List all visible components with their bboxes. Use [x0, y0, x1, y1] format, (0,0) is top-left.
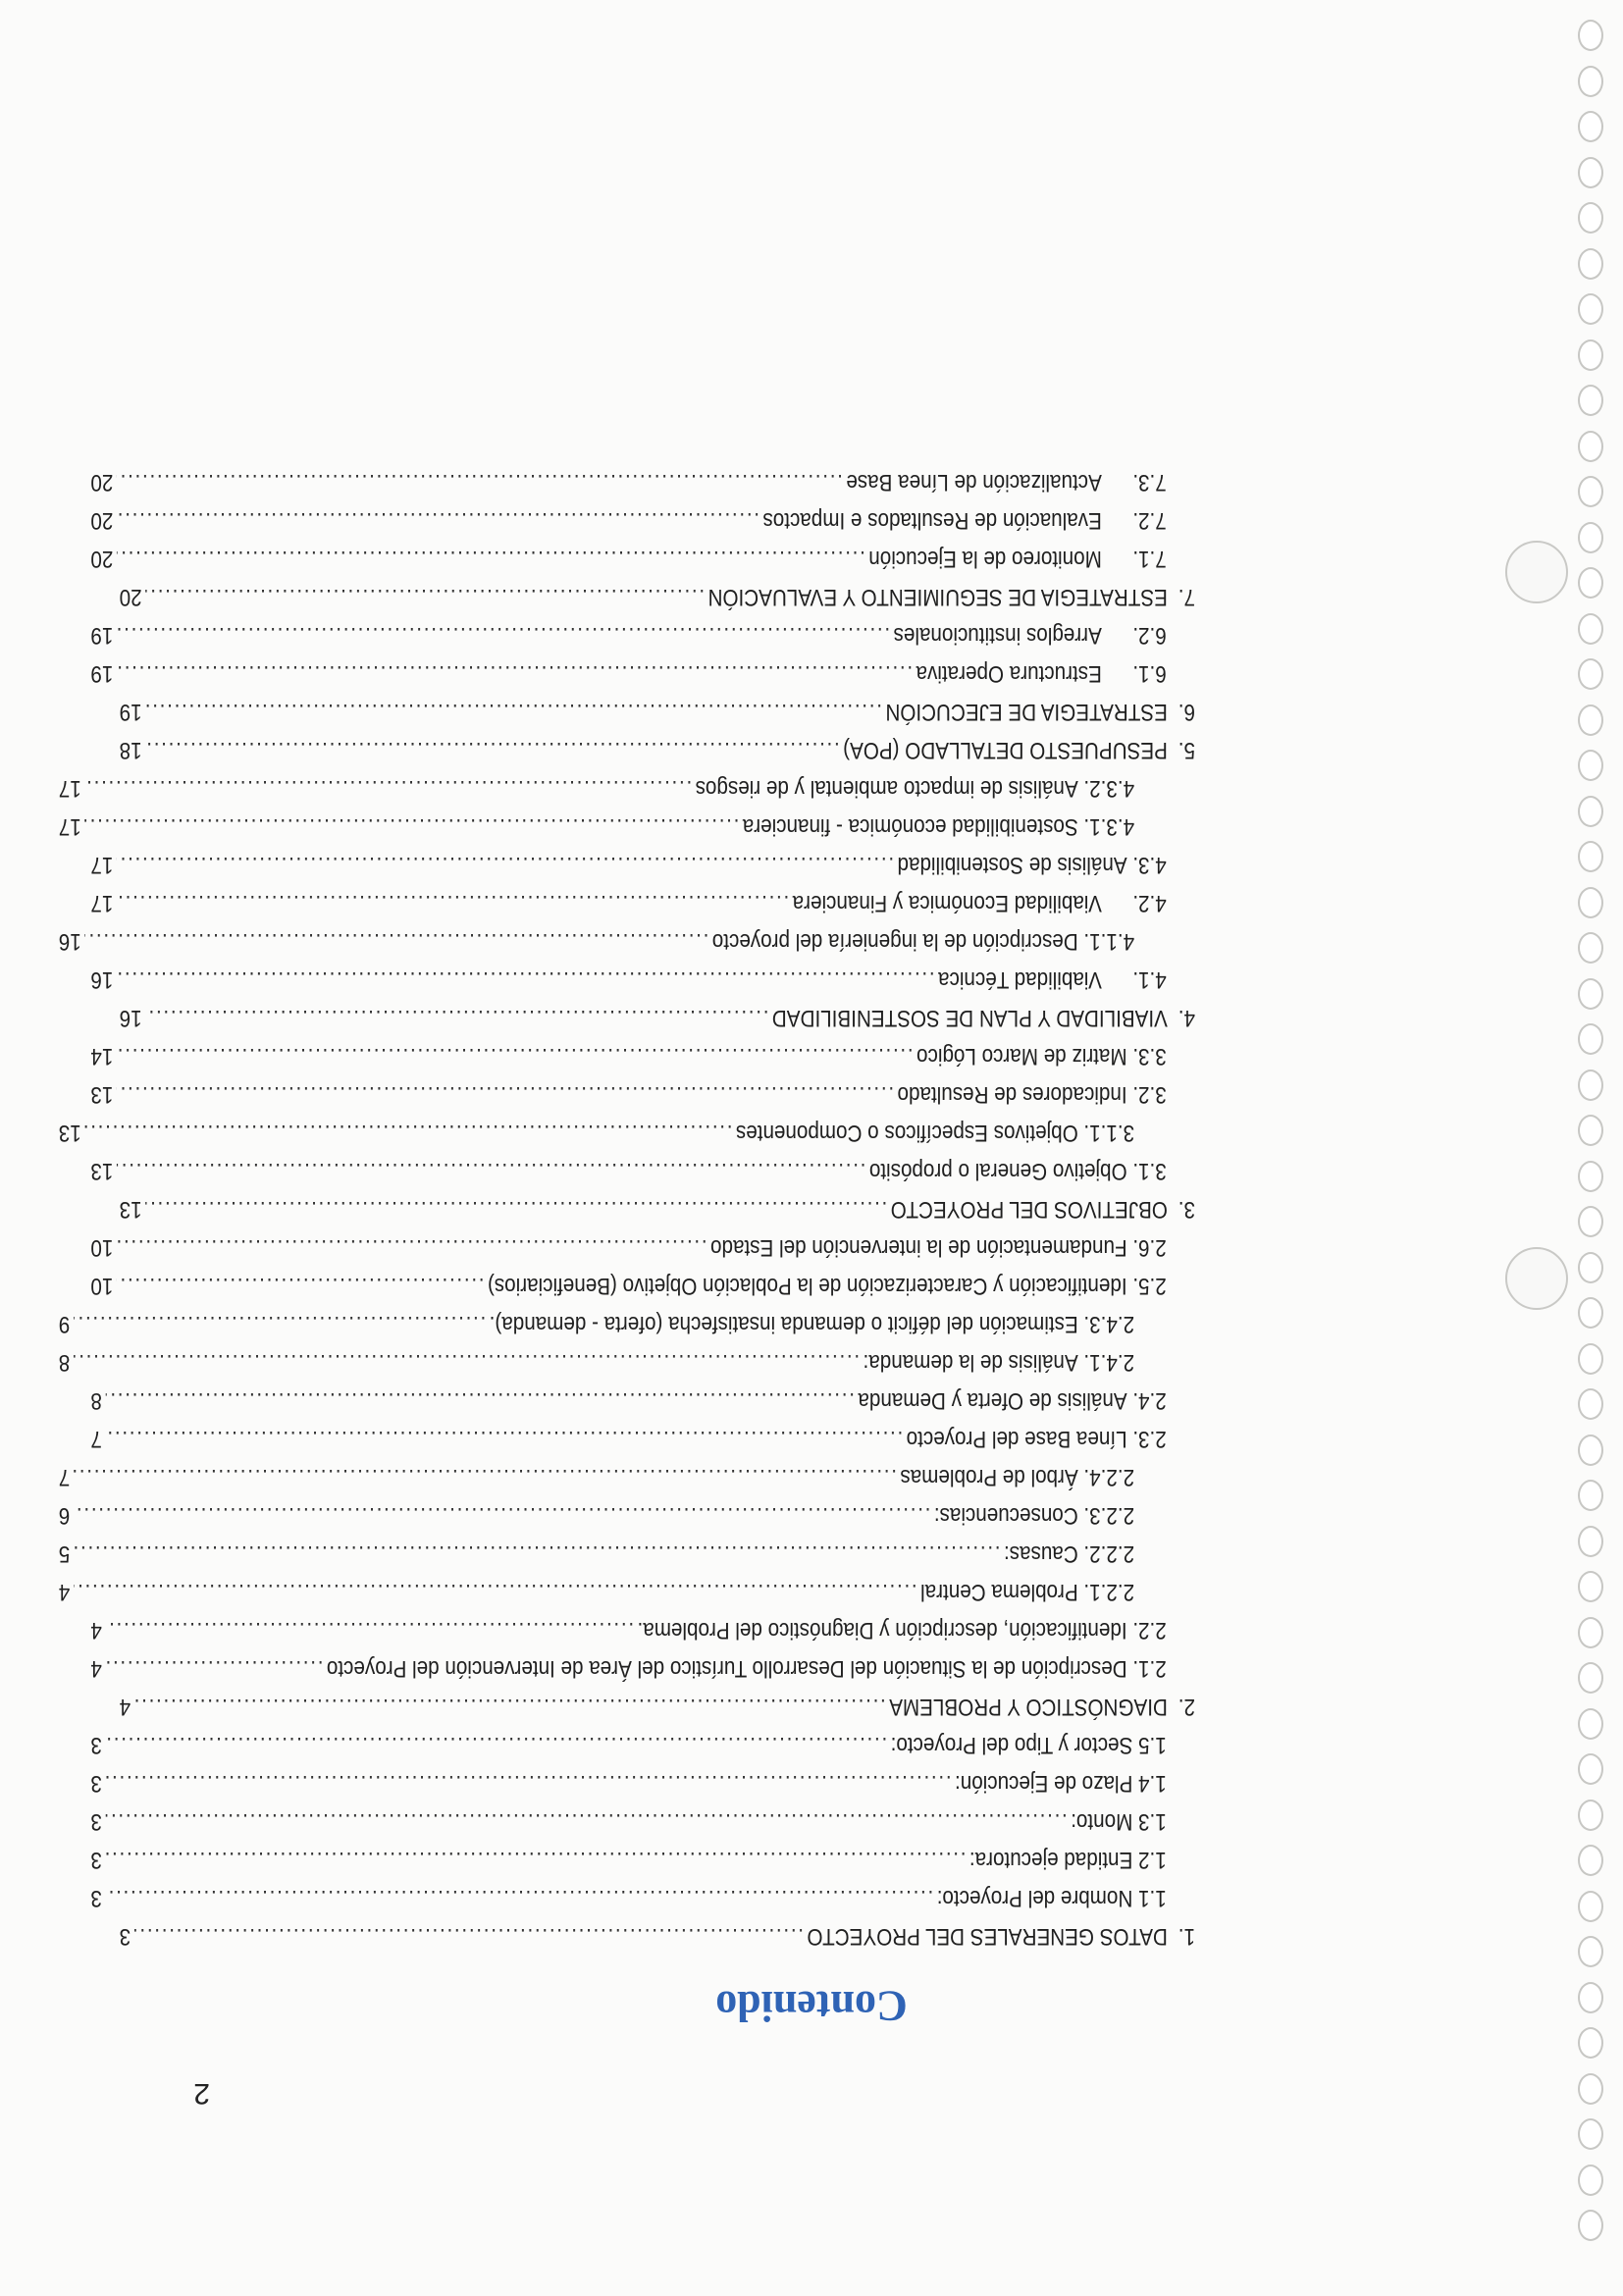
toc-entry-number: 4.3.1. [1083, 813, 1135, 840]
toc-entry-text: Indicadores de Resultado [897, 1081, 1127, 1108]
toc-entry [120, 1693, 1195, 1731]
toc-entry-text: VIABILIDAD Y PLAN DE SOSTENIBILIDAD [771, 1005, 1168, 1031]
toc-title: Contenido [715, 1982, 908, 2030]
toc-entry [90, 1807, 1195, 1846]
toc-entry [90, 1272, 1195, 1310]
toc-entry-text: Sector y Tipo del Proyecto: [890, 1732, 1133, 1758]
toc-entry-number: 7.3. [1132, 469, 1167, 496]
toc-entry [59, 1119, 1195, 1157]
toc-leader-dots [84, 812, 739, 840]
toc-entry [59, 1578, 1195, 1616]
toc-entry-text: ESTRATEGIA DE EJECUCIÓN [885, 699, 1168, 725]
toc-entry-page: 13 [119, 1196, 142, 1223]
toc-entry-page: 8 [90, 1387, 102, 1414]
toc-entry-number: 4.3. [1132, 852, 1167, 878]
toc-entry [90, 1616, 1195, 1654]
toc-entry [59, 1539, 1195, 1578]
toc-entry-number: 1. [1178, 1923, 1195, 1950]
toc-entry-number: 2.4.3. [1083, 1311, 1135, 1337]
toc-entry-number: 2.2.4. [1083, 1464, 1135, 1490]
toc-entry-text: ESTRATEGIA DE SEGUIMIENTO Y EVALUACIÓN [707, 584, 1168, 610]
toc-leader-dots [74, 1463, 897, 1490]
toc-entry-text: Actualización de Línea Base [846, 469, 1102, 496]
toc-leader-dots [105, 1846, 966, 1873]
toc-entry [59, 927, 1195, 965]
toc-entry-number: 2.5. [1132, 1273, 1167, 1299]
toc-entry [90, 1233, 1195, 1272]
toc-entry-number: 3.2. [1132, 1081, 1167, 1108]
toc-entry [120, 736, 1195, 774]
toc-entry-text: Problema Central [920, 1579, 1078, 1605]
toc-leader-dots [105, 1425, 903, 1452]
toc-entry-number: 4.1.1. [1083, 928, 1135, 955]
toc-entry-number: 1.5 [1138, 1732, 1167, 1758]
toc-entry-number: 6.1. [1132, 660, 1167, 687]
toc-leader-dots [117, 889, 789, 916]
toc-entry-text: Análisis de la demanda: [863, 1349, 1078, 1376]
toc-leader-dots [84, 927, 708, 955]
toc-entry-number: 4. [1178, 1005, 1195, 1031]
toc-entry-page: 4 [90, 1655, 102, 1682]
toc-entry-page: 17 [58, 775, 81, 802]
toc-entry-number: 4.1. [1132, 966, 1167, 993]
toc-entry-page: 17 [90, 852, 114, 878]
toc-entry-page: 18 [119, 737, 142, 763]
toc-entry [120, 1922, 1195, 1960]
toc-leader-dots [145, 583, 705, 610]
toc-leader-dots [117, 468, 843, 496]
toc-entry-text: Línea Base del Proyecto [906, 1426, 1127, 1452]
toc-entry-page: 13 [90, 1158, 114, 1184]
toc-entry-page: 20 [90, 546, 114, 572]
toc-entry-page: 9 [58, 1311, 71, 1337]
toc-leader-dots [145, 1195, 887, 1223]
toc-leader-dots [134, 1693, 886, 1720]
toc-entry [90, 1042, 1195, 1080]
toc-entry [90, 1731, 1195, 1769]
toc-entry-page: 5 [58, 1540, 71, 1567]
toc-entry-number: 5. [1178, 737, 1195, 763]
toc-entry-page: 10 [90, 1273, 114, 1299]
toc-leader-dots [117, 1157, 866, 1184]
toc-entry-text: Monitoreo de la Ejecución [868, 546, 1102, 572]
toc-entry-number: 2.4. [1132, 1387, 1167, 1414]
toc-leader-dots [117, 1272, 485, 1299]
toc-leader-dots [74, 1501, 931, 1529]
toc-entry [120, 1195, 1195, 1233]
toc-entry-page: 14 [90, 1043, 114, 1070]
toc-leader-dots [84, 1119, 732, 1146]
toc-entry [120, 698, 1195, 736]
toc-entry-text: Estimación del déficit o demanda insatisfecha (oferta - demanda). [489, 1311, 1078, 1337]
toc-entry-text: Fundamentación de la intervención del Estado [710, 1234, 1127, 1261]
toc-entry [59, 1310, 1195, 1348]
toc-entry [90, 851, 1195, 889]
toc-entry [59, 1348, 1195, 1386]
punch-hole [1505, 541, 1568, 603]
toc-entry-page: 3 [90, 1732, 102, 1758]
toc-entry-text: Análisis de Oferta y Demanda [858, 1387, 1127, 1414]
toc-entry-page: 19 [90, 660, 114, 687]
toc-leader-dots [117, 851, 894, 878]
toc-entry-number: 1.3 [1138, 1808, 1167, 1835]
toc-entry-text: Evaluación de Resultados e Impactos [762, 507, 1102, 534]
toc-entry-text: Descripción de la ingeniería del proyecto [711, 928, 1078, 955]
toc-leader-dots [117, 506, 759, 534]
toc-entry-number: 2.6. [1132, 1234, 1167, 1261]
toc-entry [90, 965, 1195, 1004]
toc-leader-dots [117, 545, 865, 572]
toc-entry [90, 1157, 1195, 1195]
toc-leader-dots [105, 1386, 855, 1414]
toc-entry-number: 7.2. [1132, 507, 1167, 534]
toc-entry-text: Causas: [1003, 1540, 1078, 1567]
toc-entry-page: 3 [119, 1923, 131, 1950]
toc-leader-dots [145, 1004, 768, 1031]
toc-entry-text: OBJETIVOS DEL PROYECTO [890, 1196, 1168, 1223]
toc-entry-text: Viabilidad Técnica [938, 966, 1102, 993]
toc-entry-text: Identificación y Caracterización de la Población Objetivo (Beneficiarios) [487, 1273, 1127, 1299]
toc-entry [120, 1004, 1195, 1042]
toc-entry-text: Objetivos Específicos o Componentes [735, 1120, 1078, 1146]
toc-entry-page: 20 [90, 469, 114, 496]
toc-entry-text: Entidad ejecutora: [969, 1847, 1133, 1873]
toc-entry-page: 13 [90, 1081, 114, 1108]
toc-entry [90, 1654, 1195, 1693]
toc-entry-page: 6 [58, 1502, 71, 1529]
toc-entry-number: 3.3. [1132, 1043, 1167, 1070]
toc-entry [90, 506, 1195, 545]
toc-entry-number: 2.2.2. [1083, 1540, 1135, 1567]
toc-entry-page: 19 [119, 699, 142, 725]
toc-entry-number: 2. [1178, 1694, 1195, 1720]
toc-entry [59, 774, 1195, 812]
toc-entry [59, 812, 1195, 851]
toc-leader-dots [74, 1310, 487, 1337]
toc-entry [59, 1463, 1195, 1501]
toc-leader-dots [145, 736, 840, 763]
toc-entry-page: 16 [119, 1005, 142, 1031]
toc-entry-text: Análisis de Sostenibilidad [897, 852, 1127, 878]
toc-leader-dots [134, 1922, 804, 1950]
toc-entry-number: 6.2. [1132, 622, 1167, 649]
toc-entry [59, 1501, 1195, 1539]
punch-hole [1505, 1247, 1568, 1310]
toc-entry-text: Consecuencias: [933, 1502, 1078, 1529]
toc-entry-page: 3 [90, 1847, 102, 1873]
toc-entry [90, 889, 1195, 927]
toc-entry-text: Sostenibilidad económica - financiera [742, 813, 1078, 840]
toc-leader-dots [145, 698, 882, 725]
toc-entry [90, 1386, 1195, 1425]
toc-entry-number: 2.1. [1132, 1655, 1167, 1682]
toc-entry-text: DIAGNÓSTICO Y PROBLEMA [889, 1694, 1168, 1720]
toc-entry-number: 3.1. [1132, 1158, 1167, 1184]
toc-entry-number: 4.3.2. [1083, 775, 1135, 802]
toc-entry-number: 3. [1178, 1196, 1195, 1223]
toc-entry-page: 4 [119, 1694, 131, 1720]
toc-entry-page: 17 [90, 890, 114, 916]
toc-entry-page: 8 [58, 1349, 71, 1376]
toc-leader-dots [117, 621, 890, 649]
toc-entry-text: Monto: [1071, 1808, 1133, 1835]
toc-leader-dots [74, 1578, 917, 1605]
toc-leader-dots [105, 1769, 951, 1797]
toc-leader-dots [74, 1348, 860, 1376]
toc-entry-page: 13 [58, 1120, 81, 1146]
toc-leader-dots [117, 1233, 707, 1261]
toc-entry-number: 2.3. [1132, 1426, 1167, 1452]
toc-entry-text: Árbol de Problemas [900, 1464, 1078, 1490]
toc-entry-page: 10 [90, 1234, 114, 1261]
toc-entry-text: Plazo de Ejecución: [955, 1770, 1133, 1797]
toc-entry-page: 17 [58, 813, 81, 840]
toc-entry-page: 19 [90, 622, 114, 649]
toc-entry-number: 2.2. [1132, 1617, 1167, 1644]
toc-entry-text: Viabilidad Económica y Financiera [792, 890, 1102, 916]
page-number: 2 [193, 2077, 210, 2110]
toc-entry [90, 468, 1195, 506]
toc-entry-text: Estructura Operativa [916, 660, 1102, 687]
toc-entry-text: Objetivo General o propósito [868, 1158, 1127, 1184]
toc-leader-dots [117, 1080, 894, 1108]
toc-entry-text: Descripción de la Situación del Desarrollo Turístico del Área de Intervención del Proyecto [326, 1655, 1127, 1682]
toc-leader-dots [105, 1884, 933, 1911]
toc-entry-number: 7.1. [1132, 546, 1167, 572]
toc-entry-number: 1.4 [1138, 1770, 1167, 1797]
toc-entry [90, 1769, 1195, 1807]
toc-entry-text: Análisis de impacto ambiental y de riesgos [695, 775, 1078, 802]
toc-entry-number: 6. [1178, 699, 1195, 725]
toc-entry-page: 20 [119, 584, 142, 610]
toc-entry-text: PESUPUESTO DETALLADO (POA) [843, 737, 1168, 763]
toc-entry [90, 659, 1195, 698]
toc-leader-dots [117, 965, 935, 993]
toc-entry [120, 583, 1195, 621]
toc-entry-text: DATOS GENERALES DEL PROYECTO [807, 1923, 1168, 1950]
toc-entry-number: 1.1 [1138, 1885, 1167, 1911]
toc-entry [90, 1080, 1195, 1119]
toc-entry-page: 3 [90, 1885, 102, 1911]
toc-entry-page: 3 [90, 1770, 102, 1797]
toc-entry-number: 4.2. [1132, 890, 1167, 916]
toc-entry [90, 621, 1195, 659]
toc-leader-dots [105, 1807, 1067, 1835]
toc-entry [90, 1425, 1195, 1463]
toc-entry-page: 4 [58, 1579, 71, 1605]
toc-entry [90, 1884, 1195, 1922]
toc-leader-dots [105, 1654, 323, 1682]
toc-entry-number: 2.4.1. [1083, 1349, 1135, 1376]
table-of-contents [58, 468, 1195, 1960]
toc-entry-page: 7 [58, 1464, 71, 1490]
toc-leader-dots [84, 774, 692, 802]
toc-entry-page: 20 [90, 507, 114, 534]
toc-entry-number: 7. [1178, 584, 1195, 610]
toc-entry-text: Identificación, descripción y Diagnóstico del Problema. [637, 1617, 1127, 1644]
toc-entry [90, 1846, 1195, 1884]
toc-leader-dots [117, 1042, 914, 1070]
toc-entry-page: 16 [90, 966, 114, 993]
toc-leader-dots [74, 1539, 1001, 1567]
toc-entry-text: Matriz de Marco Lógico [916, 1043, 1127, 1070]
toc-leader-dots [105, 1731, 887, 1758]
toc-entry-number: 3.1.1. [1083, 1120, 1135, 1146]
toc-entry-page: 4 [90, 1617, 102, 1644]
toc-entry-number: 2.2.3. [1083, 1502, 1135, 1529]
toc-entry-number: 1.2 [1138, 1847, 1167, 1873]
toc-entry-text: Arreglos institucionales [893, 622, 1102, 649]
toc-entry-page: 3 [90, 1808, 102, 1835]
toc-entry-page: 7 [90, 1426, 102, 1452]
toc-leader-dots [117, 659, 913, 687]
toc-leader-dots [105, 1616, 634, 1644]
toc-entry [90, 545, 1195, 583]
toc-entry-text: Nombre del Proyecto: [936, 1885, 1133, 1911]
toc-entry-page: 16 [58, 928, 81, 955]
toc-entry-number: 2.2.1. [1083, 1579, 1135, 1605]
